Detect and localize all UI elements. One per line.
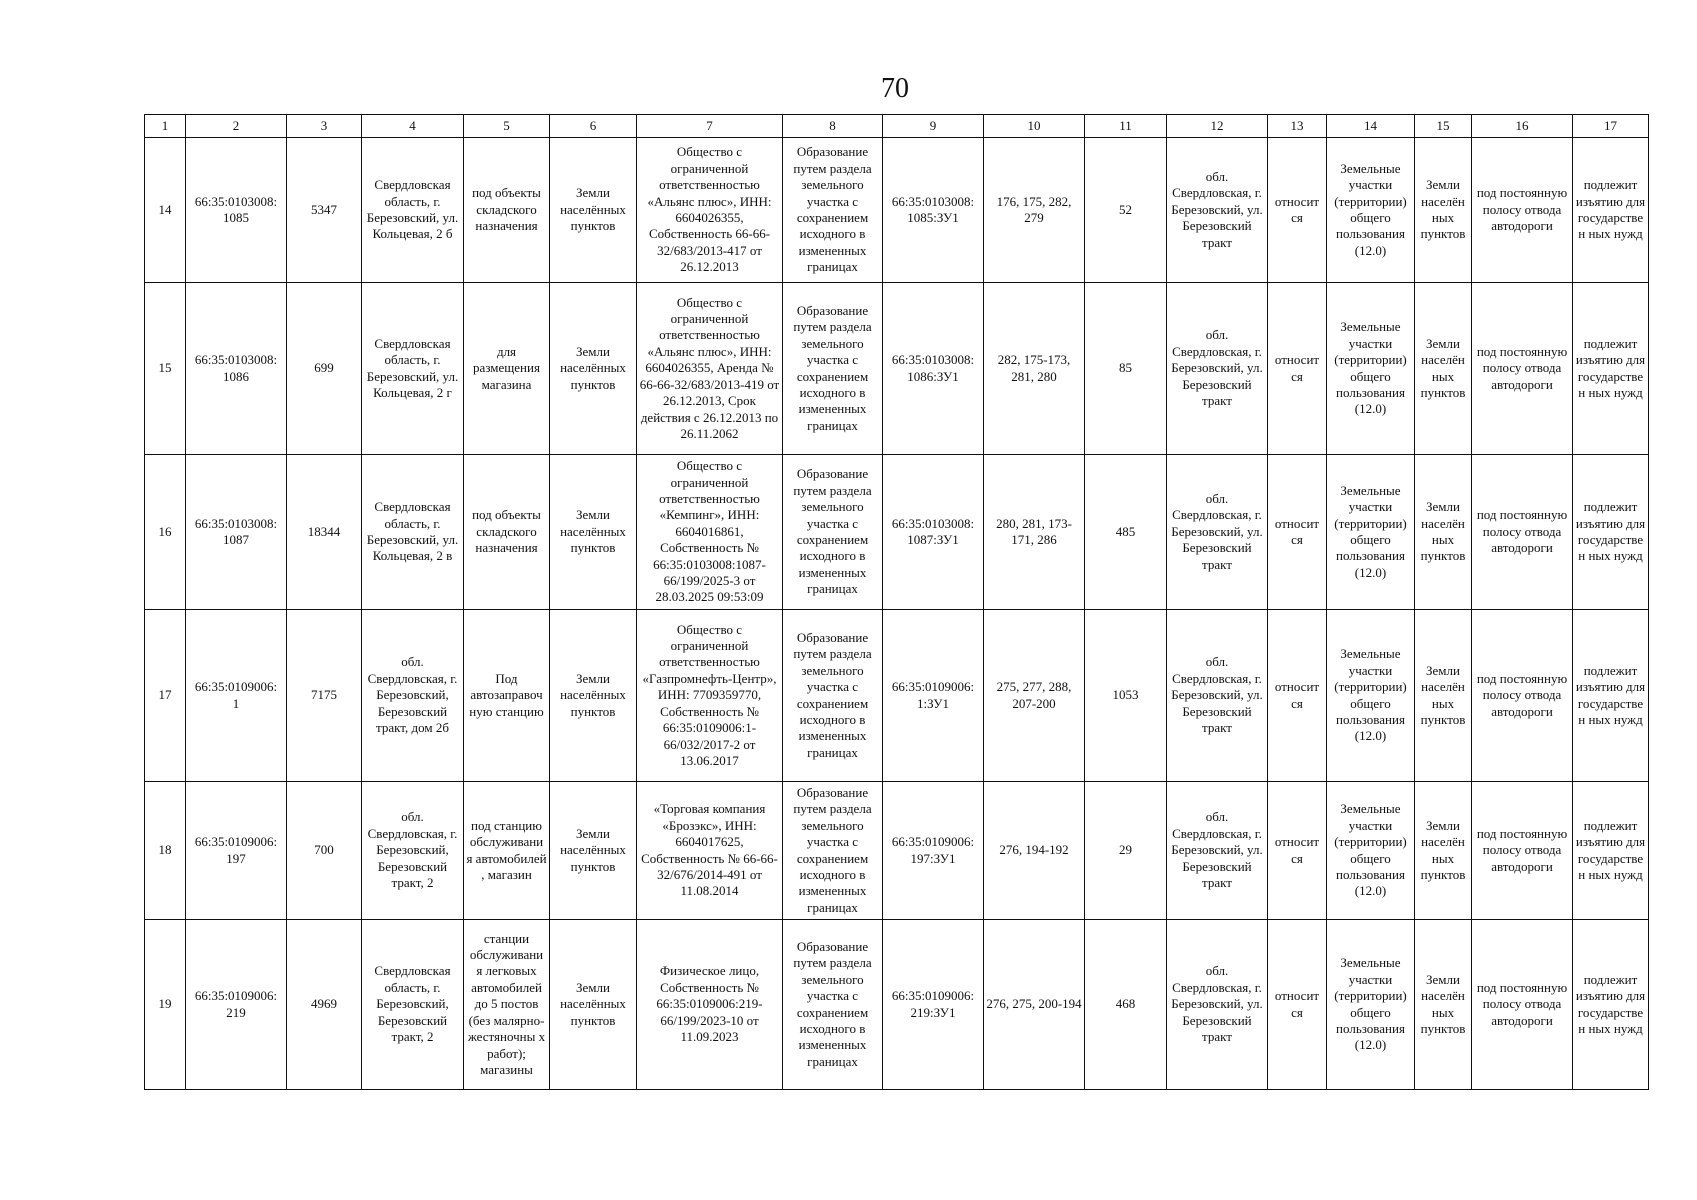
column-number: 5: [464, 115, 550, 138]
new-plot-designation: 66:35:0103008: 1087:ЗУ1: [883, 455, 984, 610]
boundary-points: 276, 275, 200-194: [984, 920, 1085, 1090]
column-number: 12: [1167, 115, 1268, 138]
cadastral-number: 66:35:0103008: 1085: [186, 138, 287, 283]
new-plot-area: 85: [1085, 283, 1167, 455]
use-type: Земельные участки (территории) общего пользования (12.0): [1327, 920, 1415, 1090]
new-plot-area: 485: [1085, 455, 1167, 610]
formation-method: Образование путем раздела земельного участка с сохранением исходного в измененных границах: [783, 782, 883, 920]
address: Свердловская область, г. Березовский, ул. Кольцевая, 2 б: [362, 138, 464, 283]
row-number: 15: [145, 283, 186, 455]
right-holder: Общество с ограниченной ответственностью «Газпромнефть-Центр», ИНН: 7709359770, Собственность № 66:35:0109006:1-66/032/2017-2 от 13.06.2017: [637, 610, 783, 782]
relation: относит ся: [1268, 283, 1327, 455]
use-type: Земельные участки (территории) общего пользования (12.0): [1327, 782, 1415, 920]
new-plot-address: обл. Свердловская, г. Березовский, ул. Березовский тракт: [1167, 920, 1268, 1090]
new-plot-designation: 66:35:0103008: 1085:ЗУ1: [883, 138, 984, 283]
area-value: 5347: [287, 138, 362, 283]
boundary-points: 282, 175-173, 281, 280: [984, 283, 1085, 455]
column-number: 4: [362, 115, 464, 138]
column-number: 15: [1415, 115, 1472, 138]
permitted-use: для размещения магазина: [464, 283, 550, 455]
address: обл. Свердловская, г. Березовский, Березовский тракт, дом 2б: [362, 610, 464, 782]
area-value: 700: [287, 782, 362, 920]
withdrawal-note: подлежит изъятию для государствен ных нужд: [1573, 920, 1649, 1090]
column-number: 10: [984, 115, 1085, 138]
permitted-use: Под автозаправоч ную станцию: [464, 610, 550, 782]
formation-method: Образование путем раздела земельного участка с сохранением исходного в измененных границах: [783, 138, 883, 283]
table-row: [145, 283, 1649, 455]
new-plot-designation: 66:35:0103008: 1086:ЗУ1: [883, 283, 984, 455]
cadastral-number: 66:35:0103008: 1087: [186, 455, 287, 610]
formation-method: Образование путем раздела земельного участка с сохранением исходного в измененных границах: [783, 283, 883, 455]
use-type: Земельные участки (территории) общего пользования (12.0): [1327, 610, 1415, 782]
purpose: под постоянную полосу отвода автодороги: [1472, 920, 1573, 1090]
purpose: под постоянную полосу отвода автодороги: [1472, 138, 1573, 283]
purpose: под постоянную полосу отвода автодороги: [1472, 455, 1573, 610]
new-plot-address: обл. Свердловская, г. Березовский, ул. Березовский тракт: [1167, 283, 1268, 455]
use-type: Земельные участки (территории) общего пользования (12.0): [1327, 455, 1415, 610]
new-land-category: Земли населён ных пунктов: [1415, 610, 1472, 782]
row-number: 18: [145, 782, 186, 920]
withdrawal-note: подлежит изъятию для государствен ных нужд: [1573, 283, 1649, 455]
new-plot-area: 1053: [1085, 610, 1167, 782]
land-category: Земли населённых пунктов: [550, 138, 637, 283]
address: Свердловская область, г. Березовский, Березовский тракт, 2: [362, 920, 464, 1090]
new-plot-area: 52: [1085, 138, 1167, 283]
column-number: 11: [1085, 115, 1167, 138]
relation: относит ся: [1268, 610, 1327, 782]
column-number: 8: [783, 115, 883, 138]
table-row: [145, 138, 1649, 283]
purpose: под постоянную полосу отвода автодороги: [1472, 782, 1573, 920]
new-land-category: Земли населён ных пунктов: [1415, 782, 1472, 920]
new-plot-designation: 66:35:0109006: 1:ЗУ1: [883, 610, 984, 782]
new-plot-area: 29: [1085, 782, 1167, 920]
boundary-points: 275, 277, 288, 207-200: [984, 610, 1085, 782]
land-plots-table: [144, 114, 1649, 1090]
area-value: 7175: [287, 610, 362, 782]
new-land-category: Земли населён ных пунктов: [1415, 283, 1472, 455]
column-number: 14: [1327, 115, 1415, 138]
new-land-category: Земли населён ных пунктов: [1415, 455, 1472, 610]
cadastral-number: 66:35:0109006: 197: [186, 782, 287, 920]
area-value: 699: [287, 283, 362, 455]
relation: относит ся: [1268, 920, 1327, 1090]
new-plot-address: обл. Свердловская, г. Березовский, ул. Березовский тракт: [1167, 782, 1268, 920]
use-type: Земельные участки (территории) общего пользования (12.0): [1327, 283, 1415, 455]
column-number: 3: [287, 115, 362, 138]
land-category: Земли населённых пунктов: [550, 920, 637, 1090]
cadastral-number: 66:35:0109006: 219: [186, 920, 287, 1090]
table-row: [145, 610, 1649, 782]
table-row: [145, 920, 1649, 1090]
right-holder: Общество с ограниченной ответственностью «Альянс плюс», ИНН: 6604026355, Аренда № 66-66-32/683/2013-419 от 26.12.2013, Срок действия с 26.12.2013 по 26.11.2062: [637, 283, 783, 455]
boundary-points: 276, 194-192: [984, 782, 1085, 920]
new-plot-designation: 66:35:0109006: 219:ЗУ1: [883, 920, 984, 1090]
new-land-category: Земли населён ных пунктов: [1415, 920, 1472, 1090]
relation: относит ся: [1268, 455, 1327, 610]
formation-method: Образование путем раздела земельного участка с сохранением исходного в измененных границах: [783, 920, 883, 1090]
row-number: 16: [145, 455, 186, 610]
use-type: Земельные участки (территории) общего пользования (12.0): [1327, 138, 1415, 283]
column-number: 9: [883, 115, 984, 138]
new-plot-address: обл. Свердловская, г. Березовский, ул. Березовский тракт: [1167, 455, 1268, 610]
withdrawal-note: подлежит изъятию для государствен ных нужд: [1573, 610, 1649, 782]
withdrawal-note: подлежит изъятию для государствен ных нужд: [1573, 138, 1649, 283]
area-value: 18344: [287, 455, 362, 610]
address: обл. Свердловская, г. Березовский, Березовский тракт, 2: [362, 782, 464, 920]
land-category: Земли населённых пунктов: [550, 782, 637, 920]
column-number: 13: [1268, 115, 1327, 138]
row-number: 19: [145, 920, 186, 1090]
new-plot-designation: 66:35:0109006: 197:ЗУ1: [883, 782, 984, 920]
cadastral-number: 66:35:0103008: 1086: [186, 283, 287, 455]
column-number: 1: [145, 115, 186, 138]
row-number: 17: [145, 610, 186, 782]
permitted-use: под объекты складского назначения: [464, 138, 550, 283]
new-plot-address: обл. Свердловская, г. Березовский, ул. Березовский тракт: [1167, 138, 1268, 283]
column-number: 7: [637, 115, 783, 138]
address: Свердловская область, г. Березовский, ул. Кольцевая, 2 г: [362, 283, 464, 455]
column-number: 2: [186, 115, 287, 138]
relation: относит ся: [1268, 138, 1327, 283]
land-category: Земли населённых пунктов: [550, 610, 637, 782]
column-number: 17: [1573, 115, 1649, 138]
address: Свердловская область, г. Березовский, ул. Кольцевая, 2 в: [362, 455, 464, 610]
table-row: [145, 455, 1649, 610]
purpose: под постоянную полосу отвода автодороги: [1472, 283, 1573, 455]
permitted-use: под объекты складского назначения: [464, 455, 550, 610]
right-holder: Общество с ограниченной ответственностью «Альянс плюс», ИНН: 6604026355, Собственность 66-66-32/683/2013-417 от 26.12.2013: [637, 138, 783, 283]
permitted-use: станции обслуживани я легковых автомобилей до 5 постов (без малярно-жестяночны х работ); магазины: [464, 920, 550, 1090]
permitted-use: под станцию обслуживани я автомобилей , магазин: [464, 782, 550, 920]
cadastral-number: 66:35:0109006: 1: [186, 610, 287, 782]
boundary-points: 280, 281, 173-171, 286: [984, 455, 1085, 610]
page-number: 70: [881, 73, 909, 104]
formation-method: Образование путем раздела земельного участка с сохранением исходного в измененных границах: [783, 610, 883, 782]
formation-method: Образование путем раздела земельного участка с сохранением исходного в измененных границах: [783, 455, 883, 610]
new-land-category: Земли населён ных пунктов: [1415, 138, 1472, 283]
new-plot-area: 468: [1085, 920, 1167, 1090]
purpose: под постоянную полосу отвода автодороги: [1472, 610, 1573, 782]
table-row: [145, 782, 1649, 920]
column-number: 6: [550, 115, 637, 138]
withdrawal-note: подлежит изъятию для государствен ных нужд: [1573, 782, 1649, 920]
right-holder: Физическое лицо, Собственность № 66:35:0109006:219-66/199/2023-10 от 11.09.2023: [637, 920, 783, 1090]
new-plot-address: обл. Свердловская, г. Березовский, ул. Березовский тракт: [1167, 610, 1268, 782]
land-category: Земли населённых пунктов: [550, 283, 637, 455]
right-holder: «Торговая компания «Брозэкс», ИНН: 6604017625, Собственность № 66-66-32/676/2014-491 от 11.08.2014: [637, 782, 783, 920]
column-number: 16: [1472, 115, 1573, 138]
row-number: 14: [145, 138, 186, 283]
column-number-row: [145, 115, 1649, 138]
boundary-points: 176, 175, 282, 279: [984, 138, 1085, 283]
land-category: Земли населённых пунктов: [550, 455, 637, 610]
relation: относит ся: [1268, 782, 1327, 920]
right-holder: Общество с ограниченной ответственностью «Кемпинг», ИНН: 6604016861, Собственность № 66:35:0103008:1087-66/199/2025-3 от 28.03.2025 09:53:09: [637, 455, 783, 610]
withdrawal-note: подлежит изъятию для государствен ных нужд: [1573, 455, 1649, 610]
area-value: 4969: [287, 920, 362, 1090]
